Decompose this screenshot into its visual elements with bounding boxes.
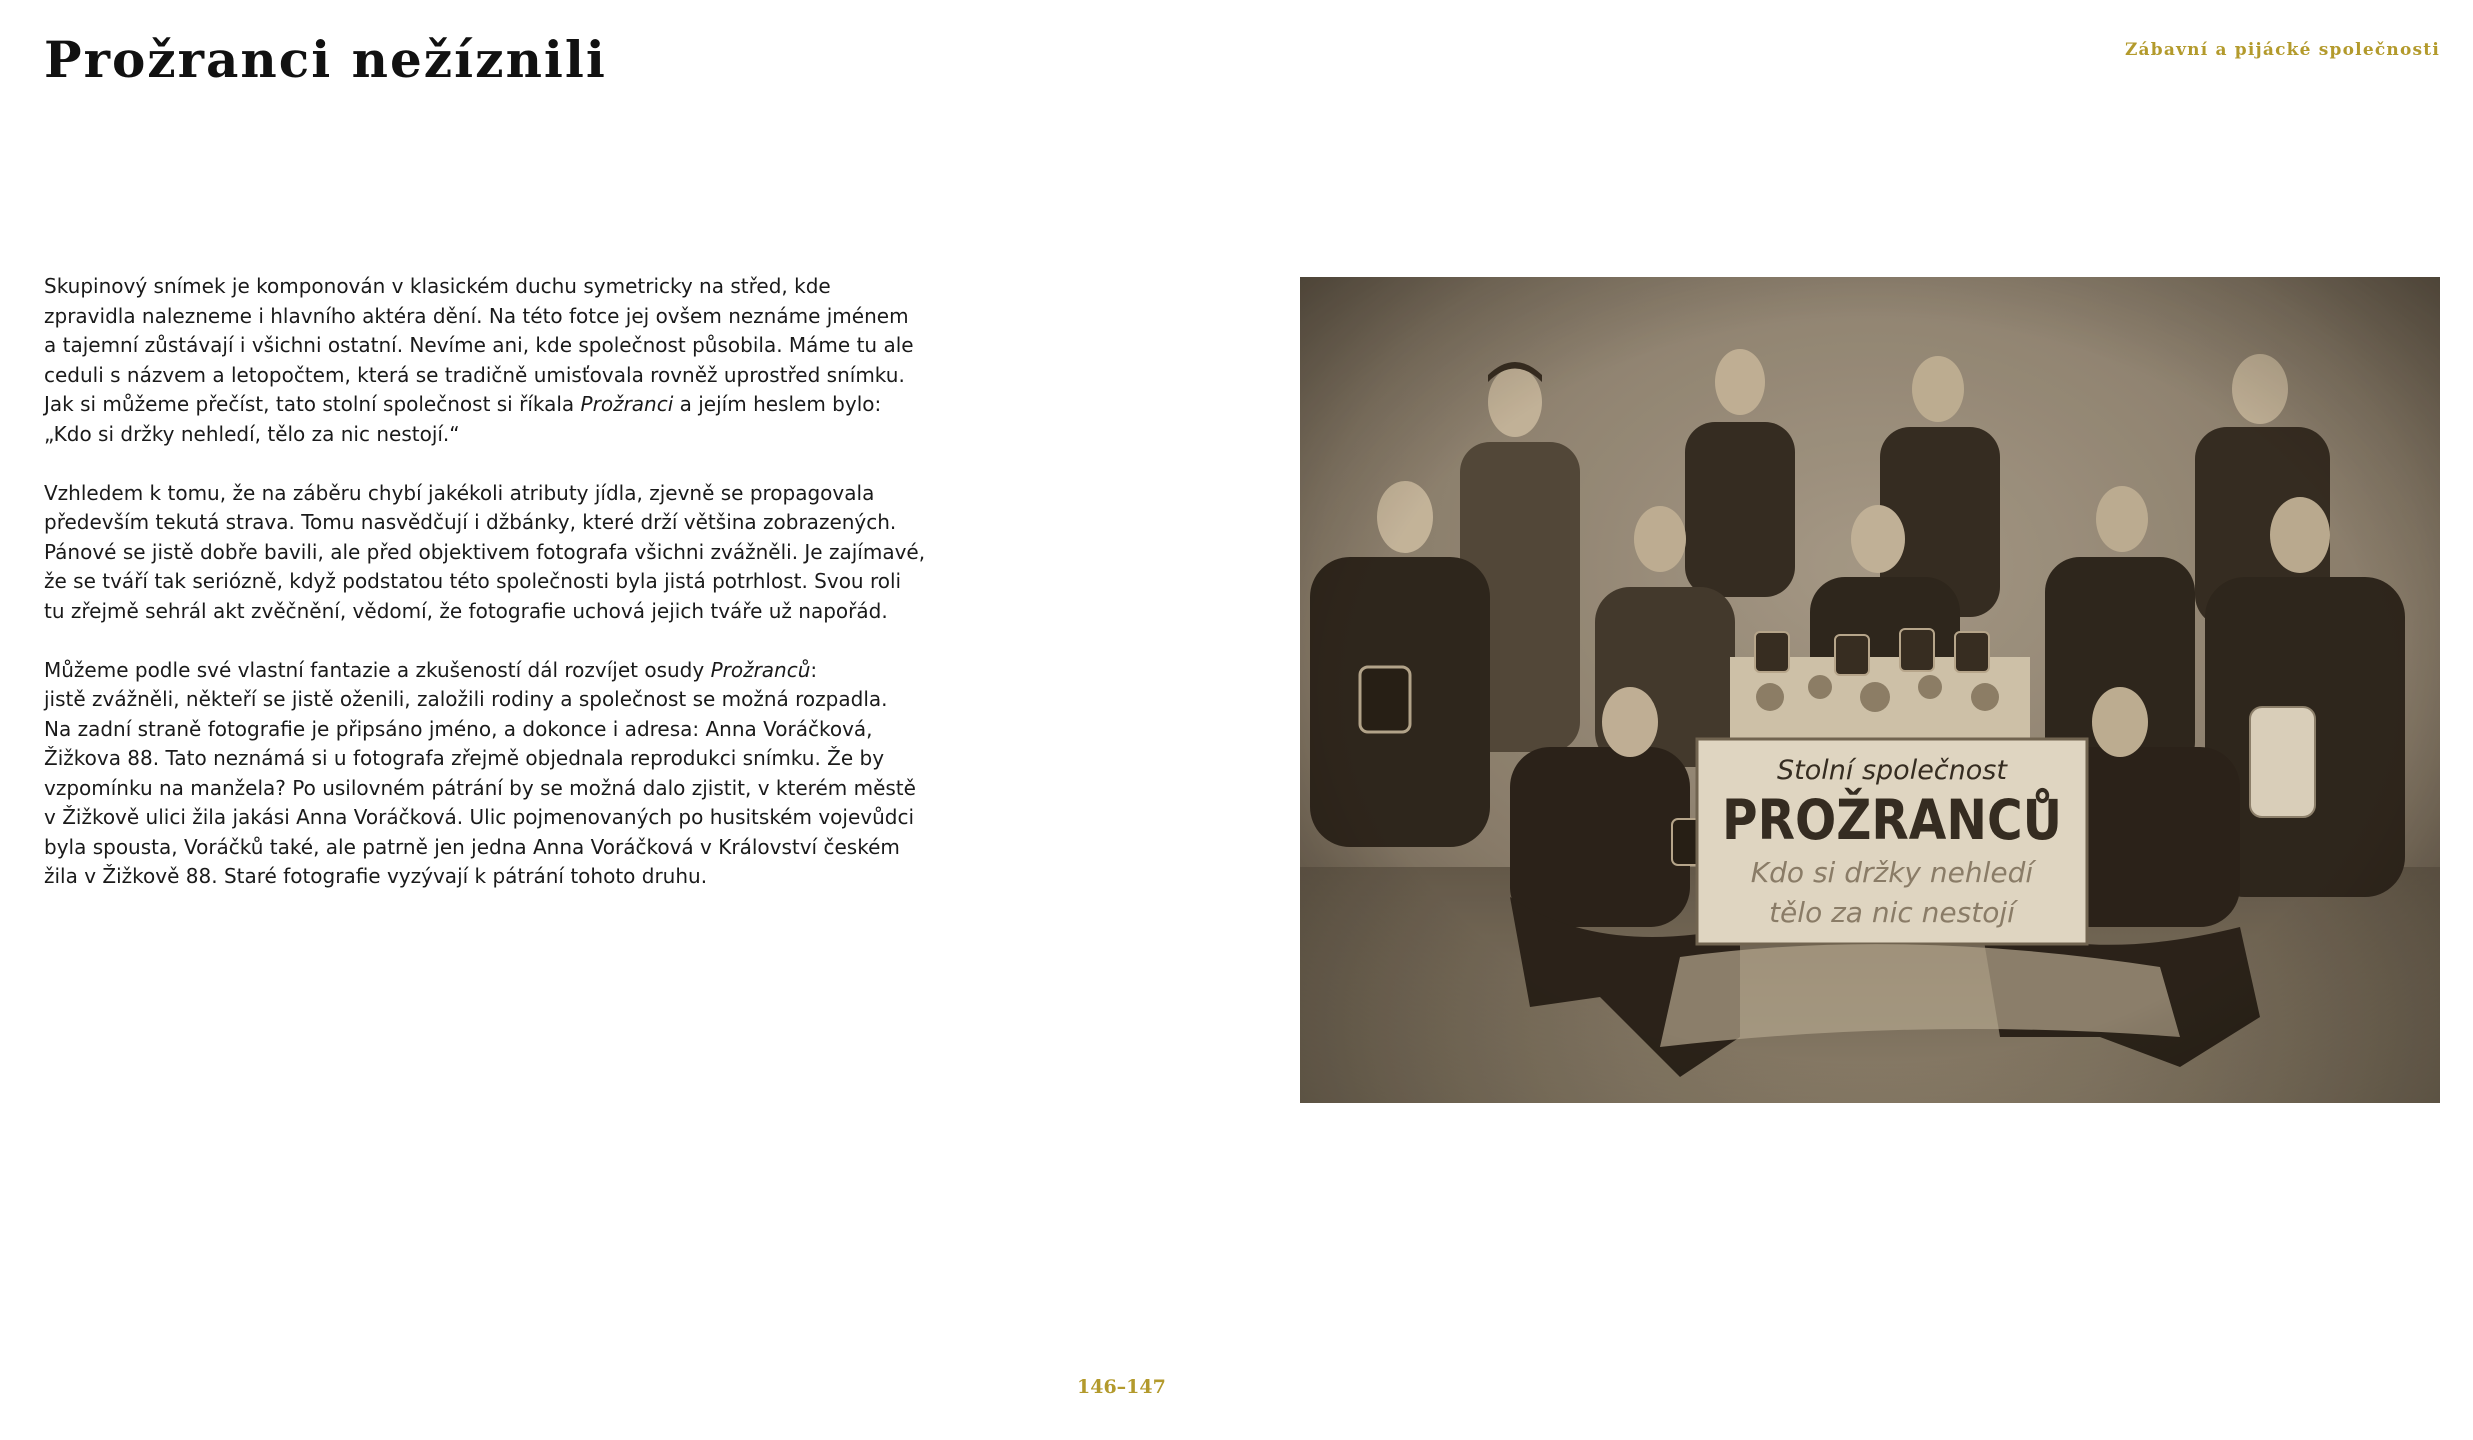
text-line: jistě zvážněli, někteří se jistě oženili, založili rodiny a společnost se možná rozpadla. [44,687,888,711]
page-title: Prožranci nežíznili [44,30,607,89]
text-line: zpravidla nalezneme i hlavního aktéra dění. Na této fotce jej ovšem neznáme jménem [44,303,909,328]
text-line: tu zřejmě sehrál akt zvěčnění, vědomí, že fotografie uchová jejich tváře už napořád. [44,598,888,623]
group-photo [1300,277,2440,1103]
text-line: byla spousta, Voráčků také, ale patrně jen jedna Anna Voráčková v Království českém [44,834,900,859]
text-run: : [810,657,818,682]
motto-quote: „Kdo si držky nehledí, tělo za nic nestojí.“ [44,421,460,446]
text-run: a jejím heslem bylo: [673,392,882,416]
paragraph-2 [44,479,926,627]
page-number: 146–147 [1077,1376,1166,1398]
text-line [44,656,904,686]
text-line: především tekutá strava. Tomu nasvědčují i džbánky, které drží většina zobrazených. [44,510,897,534]
text-line: že se tváří tak seriózně, když podstatou této společnosti byla jistá potrhlost. Svou roli [44,569,902,593]
paragraph-3 [44,656,916,892]
text-run: Můžeme podle své vlastní fantazie a zkušeností dál rozvíjet osudy [44,657,711,682]
text-line: Žižkova 88. Tato neznámá si u fotografa zřejmě objednala reprodukci snímku. Že by [44,746,885,770]
text-line [44,390,904,420]
text-line: ceduli s názvem a letopočtem, která se tradičně umisťovala rovněž uprostřed snímku. [44,362,905,387]
text-run: Jak si můžeme přečíst, tato stolní společnost si říkala [44,392,581,416]
text-line: Na zadní straně fotografie je připsáno jméno, a dokonce i adresa: Anna Voráčková, [44,716,873,741]
society-name-italic: Prožranců [710,657,811,682]
society-name-italic: Prožranci [580,392,674,416]
body-text [44,272,926,921]
text-line: vzpomínku na manžela? Po usilovném pátrání by se možná dalo zjistit, v kterém městě [44,775,916,800]
text-line: a tajemní zůstávají i všichni ostatní. Nevíme ani, kde společnost působila. Máme tu ale [44,333,914,357]
sepia-tone [1300,277,2440,1103]
running-head: Zábavní a pijácké společnosti [2124,40,2440,60]
text-line: Skupinový snímek je komponován v klasickém duchu symetricky na střed, kde [44,274,831,298]
group-photo-illustration [1300,277,2440,1103]
text-line: žila v Žižkově 88. Staré fotografie vyzývají k pátrání tohoto druhu. [44,864,708,888]
text-line: Vzhledem k tomu, že na záběru chybí jakékoli atributy jídla, zjevně se propagovala [44,480,875,505]
text-line: Pánové se jistě dobře bavili, ale před objektivem fotografa všichni zvážněli. Je zajímavé, [44,539,926,564]
text-line: v Žižkově ulici žila jakási Anna Voráčková. Ulic pojmenovaných po husitském vojevůdci [44,805,915,829]
paragraph-1 [44,272,914,449]
